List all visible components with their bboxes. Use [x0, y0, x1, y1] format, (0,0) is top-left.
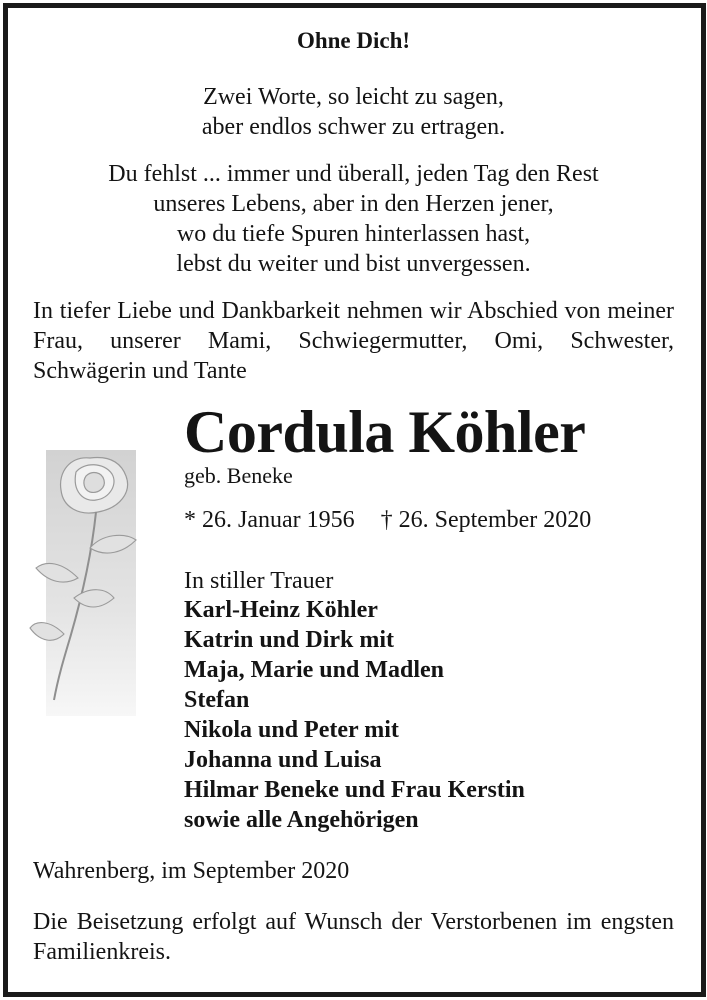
mourning-label: In stiller Trauer — [184, 568, 334, 594]
deceased-name: Cordula Köhler — [184, 399, 586, 465]
poem-line: lebst du weiter und bist unvergessen. — [176, 251, 531, 277]
mourner-name: Johanna und Luisa — [184, 747, 382, 773]
rose-icon — [28, 450, 158, 720]
intro-text: In tiefer Liebe und Dankbarkeit nehmen wir Abschied von meiner Frau, unserer Mami, Schwiegermutter, Omi, Schwester, Schwägerin und Tante — [33, 298, 674, 384]
mourner-name: Nikola und Peter mit — [184, 717, 399, 743]
mourner-name: Hilmar Beneke und Frau Kerstin — [184, 777, 525, 803]
mourner-name: Stefan — [184, 687, 250, 713]
mourner-name: Maja, Marie und Madlen — [184, 657, 444, 683]
place-date: Wahrenberg, im September 2020 — [33, 858, 350, 884]
poem-line: Du fehlst ... immer und überall, jeden Tag den Rest — [108, 161, 599, 187]
poem-stanza-2 — [0, 159, 707, 279]
mourners-list — [184, 595, 525, 835]
mourner-name: Karl-Heinz Köhler — [184, 597, 378, 623]
birth-name: geb. Beneke — [184, 463, 293, 488]
life-dates — [184, 505, 591, 535]
mourner-name: Katrin und Dirk mit — [184, 627, 395, 653]
poem-line: Zwei Worte, so leicht zu sagen, — [203, 84, 504, 110]
birth-date: * 26. Januar 1956 — [184, 507, 355, 533]
mourner-name: sowie alle Angehörigen — [184, 807, 419, 833]
poem-line: unseres Lebens, aber in den Herzen jener, — [153, 191, 554, 217]
death-date: † 26. September 2020 — [380, 507, 592, 533]
poem-line: aber endlos schwer zu ertragen. — [201, 114, 506, 140]
poem-stanza-1 — [0, 82, 707, 142]
headline: Ohne Dich! — [296, 28, 411, 53]
poem-line: wo du tiefe Spuren hinterlassen hast, — [176, 221, 531, 247]
funeral-note: Die Beisetzung erfolgt auf Wunsch der Verstorbenen im engsten Familienkreis. — [33, 909, 674, 965]
